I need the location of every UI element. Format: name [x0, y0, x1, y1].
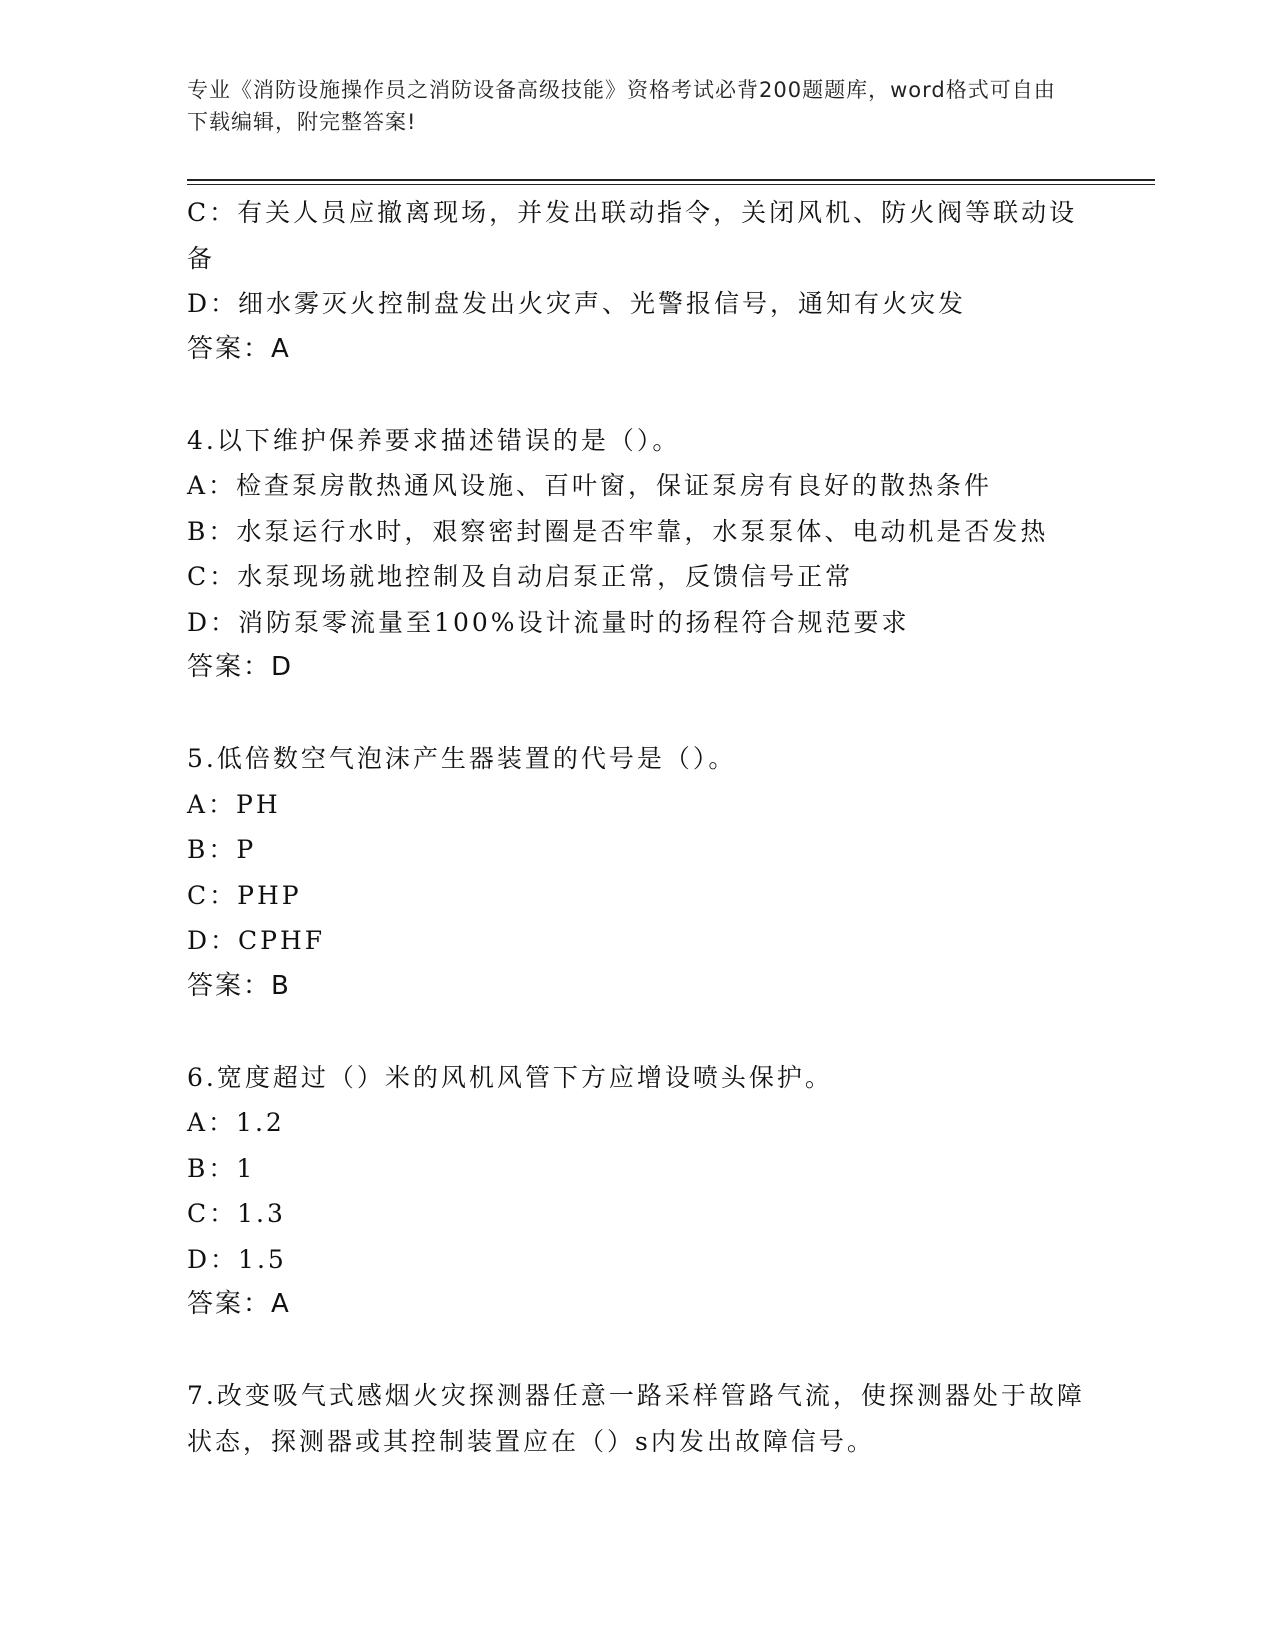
- question-6-option-a: A：1.2: [187, 1108, 285, 1137]
- question-6-option-c: C：1.3: [187, 1199, 286, 1228]
- question-4-option-b: B：水泵运行水时，艰察密封圈是否牢靠，水泵泵体、电动机是否发热: [187, 516, 1049, 546]
- question-3-option-c: C：有关人员应撤离现场，并发出联动指令，关闭风机、防火阀等联动设备: [187, 198, 1078, 273]
- question-3-answer: 答案：A: [187, 333, 291, 364]
- question-4-option-d: D：消防泵零流量至100%设计流量时的扬程符合规范要求: [187, 607, 910, 637]
- question-4-text: 4.以下维护保养要求描述错误的是（）。: [187, 425, 681, 455]
- question-5: [187, 736, 1087, 1009]
- question-7: [187, 1373, 1087, 1464]
- question-list: [187, 190, 1087, 1464]
- header-rule-thick: [187, 179, 1155, 181]
- header-rule-thin: [187, 184, 1155, 185]
- question-6: [187, 1055, 1087, 1328]
- question-3-tail: [187, 190, 1087, 372]
- question-6-answer: 答案：A: [187, 1289, 291, 1319]
- question-4-option-c: C：水泵现场就地控制及自动启泵正常，反馈信号正常: [187, 562, 854, 591]
- question-5-option-c: C：PHP: [187, 880, 302, 910]
- spacer: [187, 372, 1087, 418]
- question-4: [187, 418, 1087, 691]
- spacer: [187, 1328, 1087, 1374]
- question-6-option-b: B：1: [187, 1153, 256, 1183]
- question-4-answer: 答案：D: [187, 652, 294, 682]
- question-5-text: 5.低倍数空气泡沫产生器装置的代号是（）。: [187, 744, 737, 773]
- question-5-option-b: B：P: [187, 835, 257, 864]
- spacer: [187, 1009, 1087, 1055]
- question-6-option-d: D：1.5: [187, 1244, 287, 1274]
- question-6-text: 6.宽度超过（）米的风机风管下方应增设喷头保护。: [187, 1062, 833, 1092]
- question-4-option-a: A：检查泵房散热通风设施、百叶窗，保证泵房有良好的散热条件: [187, 471, 993, 500]
- question-5-answer: 答案：B: [187, 970, 291, 1001]
- question-5-option-d: D：CPHF: [187, 926, 326, 955]
- question-3-option-d: D：细水雾灭火控制盘发出火灾声、光警报信号，通知有火灾发: [187, 289, 967, 318]
- question-7-text: 7.改变吸气式感烟火灾探测器任意一路采样管路气流，使探测器处于故障状态，探测器或其控制装置应在（）s内发出故障信号。: [187, 1381, 1085, 1456]
- question-5-option-a: A：PH: [187, 789, 281, 819]
- spacer: [187, 691, 1087, 737]
- document-header: 专业《消防设施操作员之消防设备高级技能》资格考试必背200题题库，word格式可自由下载编辑，附完整答案!: [187, 78, 1056, 134]
